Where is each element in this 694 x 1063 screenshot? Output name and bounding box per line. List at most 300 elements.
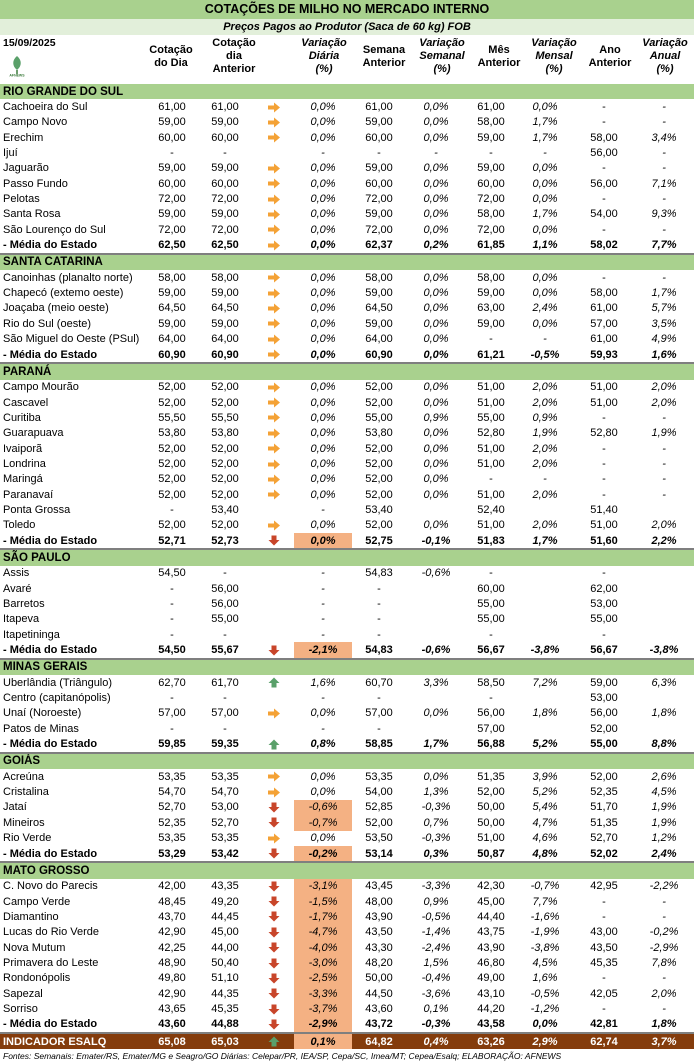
cell-cot-dia: - [170, 598, 174, 611]
cell-arrow [254, 332, 294, 347]
cell-name: Campo Verde [3, 895, 71, 908]
arrow-flat-icon [267, 428, 281, 439]
cell-ano-ant: 51,40 [590, 503, 618, 516]
cell-cot-ant: 59,00 [211, 287, 239, 300]
cell-cot-ant: 72,00 [211, 223, 239, 236]
cell-cot-dia: 64,50 [158, 302, 186, 315]
table-row [0, 581, 694, 596]
cell-var-mes: - [543, 333, 547, 346]
cell-var-ano: 4,9% [651, 333, 677, 346]
cell-var-dia: -1,7% [294, 909, 352, 924]
cell-ano-ant: 57,00 [590, 317, 618, 330]
cell-ano-ant: 58,00 [590, 131, 618, 144]
cell-sem-ant: 52,00 [365, 457, 393, 470]
arrow-flat-icon [267, 443, 281, 454]
cell-sem-ant: - [377, 147, 381, 160]
cell-var-sem: 0,0% [406, 347, 466, 363]
cell-cot-ant: 57,00 [211, 707, 239, 720]
cell-mes-ant: 46,80 [477, 956, 505, 969]
header-mes-ant: Mês Anterior [477, 44, 521, 69]
cell-cot-dia: 52,00 [158, 381, 186, 394]
cell-name: São Miguel do Oeste (PSul) [3, 333, 140, 346]
table-row [0, 395, 694, 410]
cell-arrow [254, 940, 294, 955]
cell-var-ano: 5,7% [651, 302, 677, 315]
cell-var-dia: 0,0% [310, 519, 336, 532]
cell-var-dia: 0,0% [310, 177, 336, 190]
arrow-flat-icon [267, 833, 281, 844]
cell-cot-dia: - [170, 503, 174, 516]
cell-ano-ant: - [602, 411, 606, 424]
cell-var-sem: -0,3% [421, 832, 451, 845]
cell-ano-ant: 43,00 [590, 926, 618, 939]
cell-ano-ant: - [602, 162, 606, 175]
cell-cot-dia: - [170, 147, 174, 160]
cell-var-sem: 0,0% [423, 519, 449, 532]
cell-var-ano: - [662, 1002, 666, 1015]
cell-var-ano: - [662, 910, 666, 923]
cell-var-ano: - [662, 442, 666, 455]
cell-sem-ant: 43,45 [365, 880, 393, 893]
arrow-down-icon [267, 817, 281, 828]
cell-var-ano: - [662, 193, 666, 206]
cell-name: Sorriso [3, 1002, 38, 1015]
cell-var-sem: 0,0% [423, 473, 449, 486]
cell-mes-ant: 60,00 [477, 177, 505, 190]
cell-cot-ant: 52,00 [211, 473, 239, 486]
cell-sem-ant: - [377, 598, 381, 611]
cell-var-ano [634, 581, 694, 596]
cell-cot-dia: 49,80 [158, 972, 186, 985]
cell-var-ano: -3,8% [634, 642, 694, 658]
cell-cot-dia: 43,65 [158, 1002, 186, 1015]
cell-arrow [254, 207, 294, 222]
cell-cot-dia: 52,71 [148, 533, 196, 549]
cell-var-dia: - [321, 692, 325, 705]
cell-arrow [254, 456, 294, 471]
cell-cot-dia: 60,90 [148, 347, 196, 363]
cell-var-ano: - [662, 972, 666, 985]
section-name: MATO GROSSO [0, 862, 694, 878]
cell-var-mes: 1,9% [532, 427, 558, 440]
cell-cot-dia: 59,00 [158, 208, 186, 221]
cell-cot-dia: 62,70 [158, 676, 186, 689]
cell-var-mes: 0,0% [532, 101, 558, 114]
cell-var-mes: 2,9% [516, 1033, 574, 1049]
arrow-down-icon [267, 1004, 281, 1015]
cell-var-ano: 1,9% [651, 816, 677, 829]
cell-var-ano: 1,6% [634, 347, 694, 363]
cell-cot-dia: 42,90 [158, 987, 186, 1000]
cell-var-dia: 0,0% [310, 223, 336, 236]
cell-name: Primavera do Leste [3, 956, 99, 969]
cell-name: - Média do Estado [0, 846, 148, 862]
cell-sem-ant: 64,50 [365, 302, 393, 315]
cell-arrow [254, 1017, 294, 1033]
cell-var-mes: 0,0% [532, 162, 558, 175]
cell-ano-ant: 56,00 [590, 147, 618, 160]
cell-cot-dia: 42,25 [158, 941, 186, 954]
cell-ano-ant: 51,00 [590, 396, 618, 409]
cell-var-sem: 0,0% [423, 193, 449, 206]
arrow-flat-icon [267, 194, 281, 205]
table-row [0, 1001, 694, 1016]
cell-var-sem: 0,0% [423, 442, 449, 455]
cell-arrow [254, 955, 294, 970]
cell-var-dia: 0,0% [310, 162, 336, 175]
cell-name: Curitiba [3, 411, 41, 424]
cell-cot-dia: - [170, 613, 174, 626]
arrow-up-icon [267, 1036, 281, 1047]
cell-name: C. Novo do Parecis [3, 880, 98, 893]
section-header [0, 84, 694, 100]
cell-sem-ant: 52,00 [365, 396, 393, 409]
cell-var-sem: 0,0% [423, 223, 449, 236]
table-row [0, 909, 694, 924]
cell-var-mes: 2,0% [532, 457, 558, 470]
cell-mes-ant: 49,00 [477, 972, 505, 985]
cell-arrow [254, 706, 294, 721]
cell-var-ano: 7,7% [634, 237, 694, 253]
cell-name: - Média do Estado [0, 736, 148, 752]
table-row [0, 472, 694, 487]
cell-var-ano: 2,0% [651, 987, 677, 1000]
cell-cot-ant: 62,50 [196, 237, 254, 253]
table-row [0, 487, 694, 502]
cell-name: Paranavaí [3, 488, 54, 501]
cell-arrow [254, 800, 294, 815]
cell-var-sem: 3,3% [423, 676, 449, 689]
cell-arrow [254, 502, 294, 517]
cell-mes-ant: 59,00 [477, 287, 505, 300]
cell-name: Canoinhas (planalto norte) [3, 271, 133, 284]
arrow-up-icon [267, 677, 281, 688]
cell-mes-ant: 56,67 [466, 642, 516, 658]
arrow-down-icon [267, 927, 281, 938]
cell-ano-ant: 59,93 [574, 347, 634, 363]
cell-var-dia: 0,0% [310, 786, 336, 799]
cell-var-mes: 2,0% [532, 442, 558, 455]
cell-cot-dia: 48,45 [158, 895, 186, 908]
cell-var-sem: 0,0% [423, 287, 449, 300]
cell-arrow [254, 161, 294, 176]
cell-cot-ant: 58,00 [211, 271, 239, 284]
table-row [0, 986, 694, 1001]
cell-var-dia: - [321, 598, 325, 611]
arrow-down-icon [267, 958, 281, 969]
cell-ano-ant: 55,00 [574, 736, 634, 752]
cell-ano-ant: 45,35 [590, 956, 618, 969]
header-ano-ant: Ano Anterior [588, 44, 632, 69]
table-row [0, 316, 694, 331]
table-row [0, 130, 694, 145]
cell-var-dia: - [321, 628, 325, 641]
arrow-down-icon [267, 911, 281, 922]
cell-name: Joaçaba (meio oeste) [3, 302, 109, 315]
cell-arrow [254, 99, 294, 114]
cell-var-ano: - [662, 223, 666, 236]
table-row [0, 831, 694, 846]
cell-var-ano [634, 596, 694, 611]
cell-arrow [254, 237, 294, 253]
cell-ano-ant: 58,00 [590, 287, 618, 300]
cell-var-sem [406, 596, 466, 611]
cell-mes-ant: 59,00 [477, 162, 505, 175]
arrow-flat-icon [267, 318, 281, 329]
cell-var-sem: 0,0% [423, 177, 449, 190]
cell-var-dia: -0,7% [294, 815, 352, 830]
cell-var-ano: - [662, 147, 666, 160]
cell-cot-ant: 59,00 [211, 162, 239, 175]
cell-var-sem [406, 612, 466, 627]
cell-var-mes: 2,0% [532, 381, 558, 394]
cell-cot-ant: 61,70 [211, 676, 239, 689]
cell-mes-ant: 58,00 [477, 208, 505, 221]
cell-cot-dia: 53,35 [158, 770, 186, 783]
cell-cot-ant: 52,00 [211, 519, 239, 532]
section-name: SÃO PAULO [0, 549, 694, 565]
cell-var-sem: 0,7% [423, 816, 449, 829]
cell-var-ano: 2,0% [651, 396, 677, 409]
cell-var-dia: -0,2% [294, 846, 352, 862]
cell-var-mes: 1,7% [532, 116, 558, 129]
cell-cot-dia: 54,50 [148, 642, 196, 658]
cell-mes-ant: 58,00 [477, 271, 505, 284]
cell-var-ano: - [662, 473, 666, 486]
cell-name: Ponta Grossa [3, 503, 71, 516]
cell-cot-ant: 60,00 [211, 177, 239, 190]
cell-mes-ant: 52,40 [477, 503, 505, 516]
cell-mes-ant: 58,00 [477, 116, 505, 129]
cell-cot-dia: 54,50 [158, 567, 186, 580]
cell-var-mes: -0,5% [530, 987, 560, 1000]
cell-sem-ant: 59,00 [365, 317, 393, 330]
cell-var-mes: 4,6% [532, 832, 558, 845]
cell-var-mes: 7,7% [532, 895, 558, 908]
table-row [0, 675, 694, 690]
cell-sem-ant: 59,00 [365, 162, 393, 175]
cell-mes-ant: 56,88 [466, 736, 516, 752]
arrow-flat-icon [267, 520, 281, 531]
state-average-row [0, 347, 694, 363]
cell-sem-ant: - [377, 613, 381, 626]
cell-sem-ant: 54,00 [365, 786, 393, 799]
cell-var-mes: 1,8% [532, 707, 558, 720]
cell-mes-ant: 51,00 [477, 832, 505, 845]
cell-mes-ant: 72,00 [477, 193, 505, 206]
cell-var-ano: 2,0% [651, 381, 677, 394]
cell-var-sem: 0,0% [423, 396, 449, 409]
cell-cot-ant: - [223, 628, 227, 641]
cell-ano-ant: 43,50 [590, 941, 618, 954]
cell-name: - Média do Estado [0, 1017, 148, 1033]
cell-var-mes: 0,0% [532, 271, 558, 284]
cell-arrow [254, 784, 294, 799]
cell-sem-ant: 53,50 [365, 832, 393, 845]
cell-sem-ant: 54,83 [352, 642, 406, 658]
cell-ano-ant: 52,80 [590, 427, 618, 440]
cell-var-dia: 0,0% [310, 333, 336, 346]
cell-arrow [254, 426, 294, 441]
cell-var-sem: 0,0% [423, 333, 449, 346]
cell-sem-ant: 58,85 [352, 736, 406, 752]
state-average-row [0, 736, 694, 752]
cell-cot-dia: - [170, 628, 174, 641]
cell-var-dia: - [321, 503, 325, 516]
sheet-title: COTAÇÕES DE MILHO NO MERCADO INTERNO [0, 0, 694, 19]
cell-var-mes: 2,0% [532, 396, 558, 409]
arrow-flat-icon [267, 224, 281, 235]
cell-ano-ant: 58,02 [574, 237, 634, 253]
cell-ano-ant: 54,00 [590, 208, 618, 221]
cell-arrow [254, 909, 294, 924]
header-var-sem: Variação Semanal (%) [419, 37, 465, 75]
cell-sem-ant: 43,50 [365, 926, 393, 939]
cell-cot-dia: 53,29 [148, 846, 196, 862]
cell-cot-dia: 52,00 [158, 457, 186, 470]
cell-mes-ant: 60,00 [477, 582, 505, 595]
arrow-down-icon [267, 1019, 281, 1030]
cell-cot-ant: 59,00 [211, 317, 239, 330]
cell-var-ano: 9,3% [651, 208, 677, 221]
cell-var-sem: - [434, 147, 438, 160]
cell-mes-ant: 61,21 [466, 347, 516, 363]
cell-var-mes: 5,4% [532, 801, 558, 814]
cell-sem-ant: 43,72 [352, 1017, 406, 1033]
cell-sem-ant: 43,60 [365, 1002, 393, 1015]
cell-cot-ant: 56,00 [211, 582, 239, 595]
cell-var-ano: 2,6% [651, 770, 677, 783]
cell-cot-dia: 59,00 [158, 162, 186, 175]
cell-name: - Média do Estado [0, 533, 148, 549]
cell-cot-ant: 44,35 [211, 987, 239, 1000]
cell-ano-ant: - [602, 567, 606, 580]
cell-ano-ant: 56,00 [590, 177, 618, 190]
cell-var-dia: -4,0% [294, 940, 352, 955]
cell-ano-ant: - [602, 223, 606, 236]
cell-name: Itapetininga [3, 628, 60, 641]
section-name: RIO GRANDE DO SUL [0, 84, 694, 100]
cell-sem-ant: 53,14 [352, 846, 406, 862]
cell-name: Erechim [3, 131, 44, 144]
cell-ano-ant: 51,35 [590, 816, 618, 829]
cell-cot-dia: 43,70 [158, 910, 186, 923]
cell-mes-ant: - [489, 692, 493, 705]
cell-cot-ant: 53,35 [211, 770, 239, 783]
cell-ano-ant: - [602, 972, 606, 985]
cell-mes-ant: 51,00 [477, 488, 505, 501]
cell-cot-dia: - [170, 692, 174, 705]
cell-ano-ant: 42,81 [574, 1017, 634, 1033]
cell-var-sem: -0,4% [421, 972, 451, 985]
cell-mes-ant: 50,00 [477, 801, 505, 814]
cell-arrow [254, 566, 294, 581]
cell-cot-ant: 44,88 [196, 1017, 254, 1033]
cell-var-sem: 1,7% [406, 736, 466, 752]
cell-var-dia: 0,0% [310, 271, 336, 284]
table-row [0, 380, 694, 395]
cell-arrow [254, 316, 294, 331]
cell-var-sem: 0,0% [423, 131, 449, 144]
sheet-subtitle: Preços Pagos ao Produtor (Saca de 60 kg) FOB [0, 19, 694, 35]
cell-ano-ant: - [602, 895, 606, 908]
arrow-flat-icon [267, 708, 281, 719]
arrow-down-icon [267, 802, 281, 813]
cell-sem-ant: 48,00 [365, 895, 393, 908]
cell-var-mes: 0,0% [532, 177, 558, 190]
cell-mes-ant: 55,00 [477, 598, 505, 611]
cell-mes-ant: 58,50 [477, 676, 505, 689]
cell-mes-ant: 43,90 [477, 941, 505, 954]
state-average-row [0, 533, 694, 549]
cell-var-dia: 0,0% [310, 381, 336, 394]
cell-var-ano: 6,3% [651, 676, 677, 689]
cell-sem-ant: 52,00 [365, 816, 393, 829]
cell-cot-dia: 59,85 [148, 736, 196, 752]
cell-var-ano: 2,2% [634, 533, 694, 549]
section-header [0, 549, 694, 565]
table-row [0, 800, 694, 815]
cell-name: Avaré [3, 582, 32, 595]
cell-mes-ant: 51,83 [466, 533, 516, 549]
cell-cot-dia: 60,00 [158, 177, 186, 190]
table-row [0, 627, 694, 642]
cell-var-dia: 0,0% [310, 770, 336, 783]
cell-arrow [254, 410, 294, 425]
cell-mes-ant: - [489, 567, 493, 580]
cell-cot-dia: 53,35 [158, 832, 186, 845]
cell-name: - Média do Estado [0, 347, 148, 363]
cell-var-ano: - [662, 895, 666, 908]
cell-name: Acreúna [3, 770, 44, 783]
cell-mes-ant: 51,00 [477, 519, 505, 532]
cell-var-ano: 1,7% [651, 287, 677, 300]
cell-cot-ant: 49,20 [211, 895, 239, 908]
cell-arrow [254, 518, 294, 533]
cell-var-sem [406, 502, 466, 517]
arrow-flat-icon [267, 787, 281, 798]
cell-sem-ant: 62,37 [352, 237, 406, 253]
cell-arrow [254, 347, 294, 363]
cell-mes-ant: 51,00 [477, 396, 505, 409]
cell-arrow [254, 736, 294, 752]
cell-var-dia: 0,0% [310, 101, 336, 114]
cell-var-mes: 4,8% [516, 846, 574, 862]
cell-cot-ant: 65,03 [196, 1033, 254, 1049]
cell-name: Assis [3, 567, 30, 580]
cell-sem-ant: 44,50 [365, 987, 393, 1000]
cell-sem-ant: 52,00 [365, 442, 393, 455]
header-cot-ant: Cotação dia Anterior [212, 37, 256, 75]
cell-ano-ant: 51,00 [590, 381, 618, 394]
table-row [0, 502, 694, 517]
cell-var-ano: - [662, 101, 666, 114]
cell-var-ano: 4,5% [651, 786, 677, 799]
cell-sem-ant: 43,90 [365, 910, 393, 923]
cell-var-mes: - [543, 473, 547, 486]
cell-var-dia: 0,8% [294, 736, 352, 752]
cell-cot-dia: 65,08 [148, 1033, 196, 1049]
cell-cot-ant: 50,40 [211, 956, 239, 969]
cell-var-sem: 0,0% [423, 457, 449, 470]
cell-ano-ant: - [602, 271, 606, 284]
cell-var-dia: -3,1% [294, 879, 352, 894]
arrow-flat-icon [267, 209, 281, 220]
cell-var-dia: - [321, 722, 325, 735]
cell-cot-ant: 44,45 [211, 910, 239, 923]
cell-var-ano: 3,4% [651, 131, 677, 144]
cell-mes-ant: 56,00 [477, 707, 505, 720]
